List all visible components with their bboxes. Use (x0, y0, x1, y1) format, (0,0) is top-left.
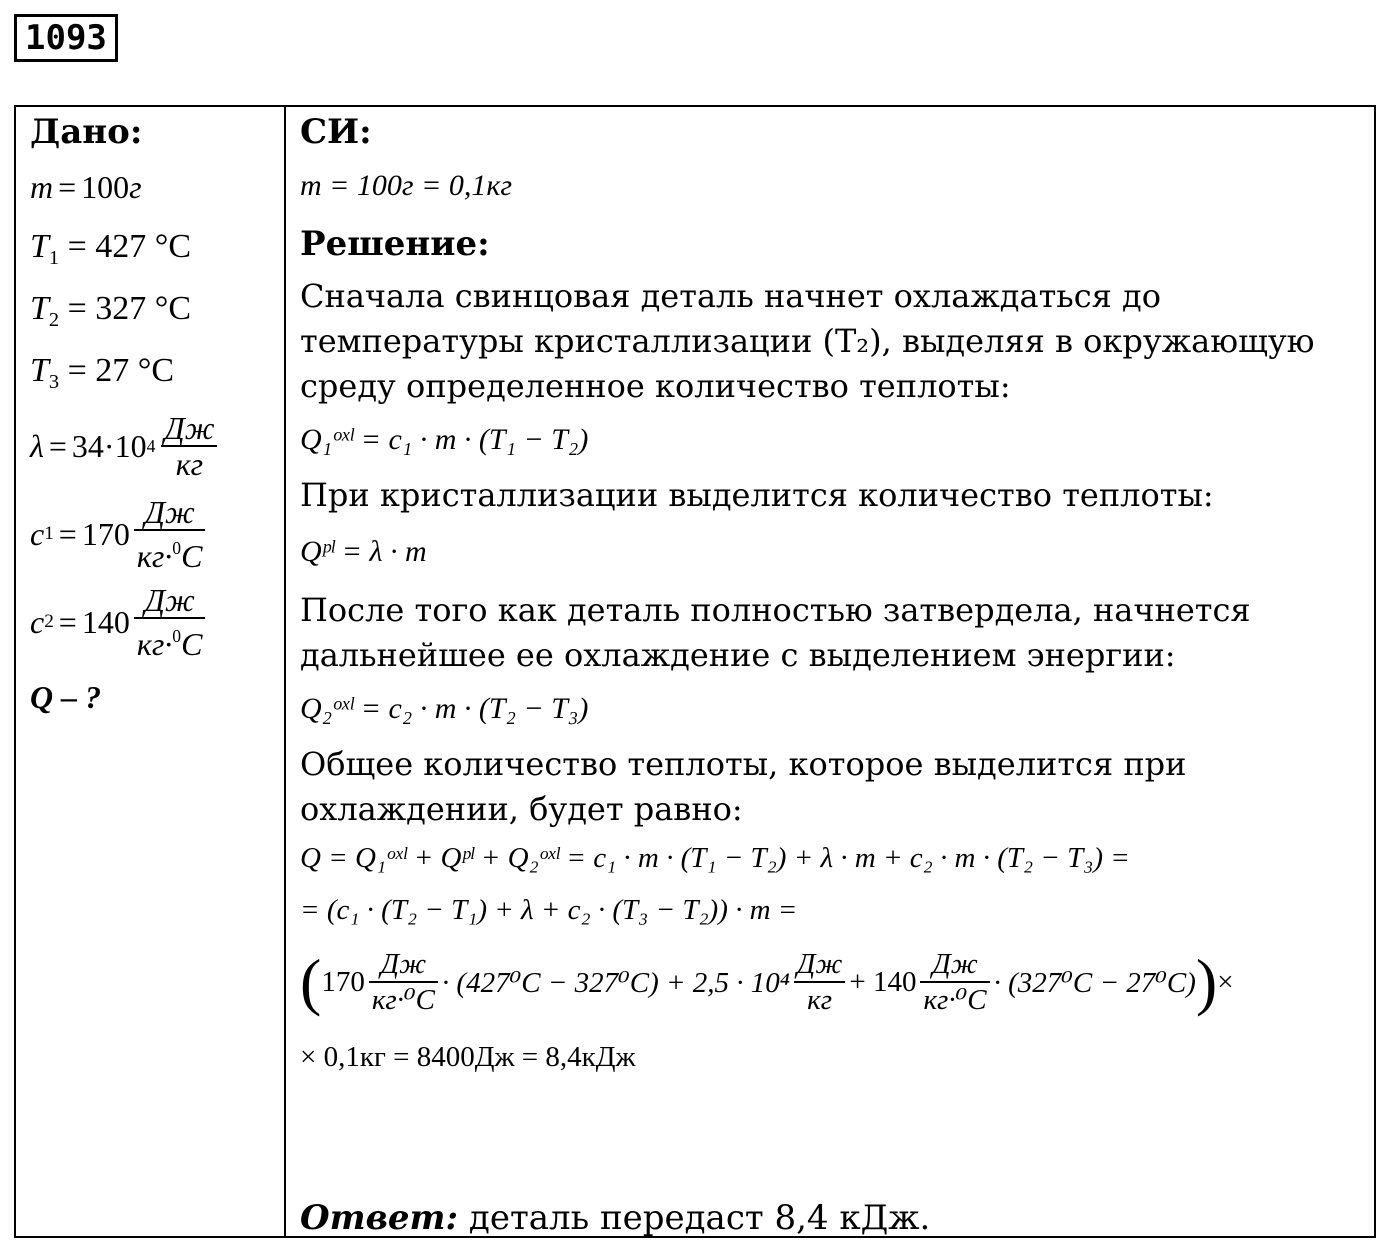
given-c2: c 2 = 140 $\frac{Дж}{кг\cdot^0C}$ (30, 578, 280, 666)
solution-heading: Решение: (300, 224, 490, 264)
given-lambda: λ = 34·10 4 $\frac{Дж}{кг}$ (30, 402, 280, 490)
equation-crystallization: Qᵖˡ = λ · m (300, 535, 427, 568)
solution-paragraph-4: Общее количество теплоты, которое выделится при охлаждении, будет равно: (300, 745, 1187, 828)
answer-label: Ответ: (300, 1198, 459, 1238)
given-column (30, 108, 280, 728)
unit-frac-3: $\frac{Дж}{\text{кг·⁰C}}$ (920, 947, 989, 1017)
si-heading: СИ: (300, 112, 372, 152)
c2-unit: $\frac{Дж}{кг\cdot^0C}$ (134, 583, 206, 661)
given-t2: $T_2 = 327$ °C (30, 290, 192, 332)
given-t3: $T_3 = 27$ °C (30, 352, 175, 394)
given-mass: m = 100г (30, 169, 142, 205)
solution-paragraph-3: После того как деталь полностью затвердела, начнется дальнейшее ее охлаждение с выделением энергии: (300, 591, 1251, 674)
answer-line (300, 1194, 930, 1242)
equation-cooling-2: Q₂ᵒˣˡ = c₂ · m · (T₂ − T₃) (300, 692, 589, 725)
unit-frac-1: $\frac{Дж}{\text{кг·⁰C}}$ (369, 947, 438, 1017)
problem-number: 1093 (14, 14, 118, 62)
equation-cooling-1: Q₁ᵒˣˡ = c₁ · m · (T₁ − T₂) (300, 423, 589, 456)
si-conversion: m = 100г = 0,1кг (300, 169, 513, 202)
equation-result: × 0,1кг = 8400Дж = 8,4кДж (300, 1041, 636, 1073)
si-solution-column (300, 108, 1370, 1086)
answer-text: деталь передаст 8,4 кДж. (458, 1198, 931, 1238)
column-divider (284, 105, 286, 1238)
lambda-unit: $\frac{Дж}{кг}$ (161, 411, 217, 481)
equation-total-grouped: = (c₁ · (T₂ − T₁) + λ + c₂ · (T₃ − T₂)) · m = (300, 894, 798, 926)
equation-substitution: ( 170 $\frac{Дж}{\text{кг·⁰C}}$ · (427⁰C − 327⁰C) + 2,5 · 10⁴ $\frac{Дж}{кг}$ + 140 $\frac{Дж}{\text{кг·⁰C}}$ · (327⁰C − 27⁰C) ) × (300, 946, 1234, 1017)
equation-total: Q = Q₁ᵒˣˡ + Qᵖˡ + Q₂ᵒˣˡ = c₁ · m · (T₁ − T₂) + λ · m + c₂ · m · (T₂ − T₃) = (300, 842, 1130, 874)
solution-paragraph-1: Сначала свинцовая деталь начнет охлаждаться до температуры кристаллизации (T₂), выделяя в окружающую среду определенное количество теплоты: (300, 277, 1315, 405)
unit-frac-2: $\frac{Дж}{кг}$ (794, 947, 845, 1017)
given-find: Q – ? (30, 679, 102, 715)
given-t1: $T_1 = 427$ °C (30, 228, 192, 270)
given-heading: Дано: (30, 112, 143, 152)
solution-paragraph-2: При кристаллизации выделится количество теплоты: (300, 476, 1214, 514)
c1-unit: $\frac{Дж}{кг\cdot^0C}$ (134, 495, 206, 573)
given-c1: c 1 = 170 $\frac{Дж}{кг\cdot^0C}$ (30, 490, 280, 578)
